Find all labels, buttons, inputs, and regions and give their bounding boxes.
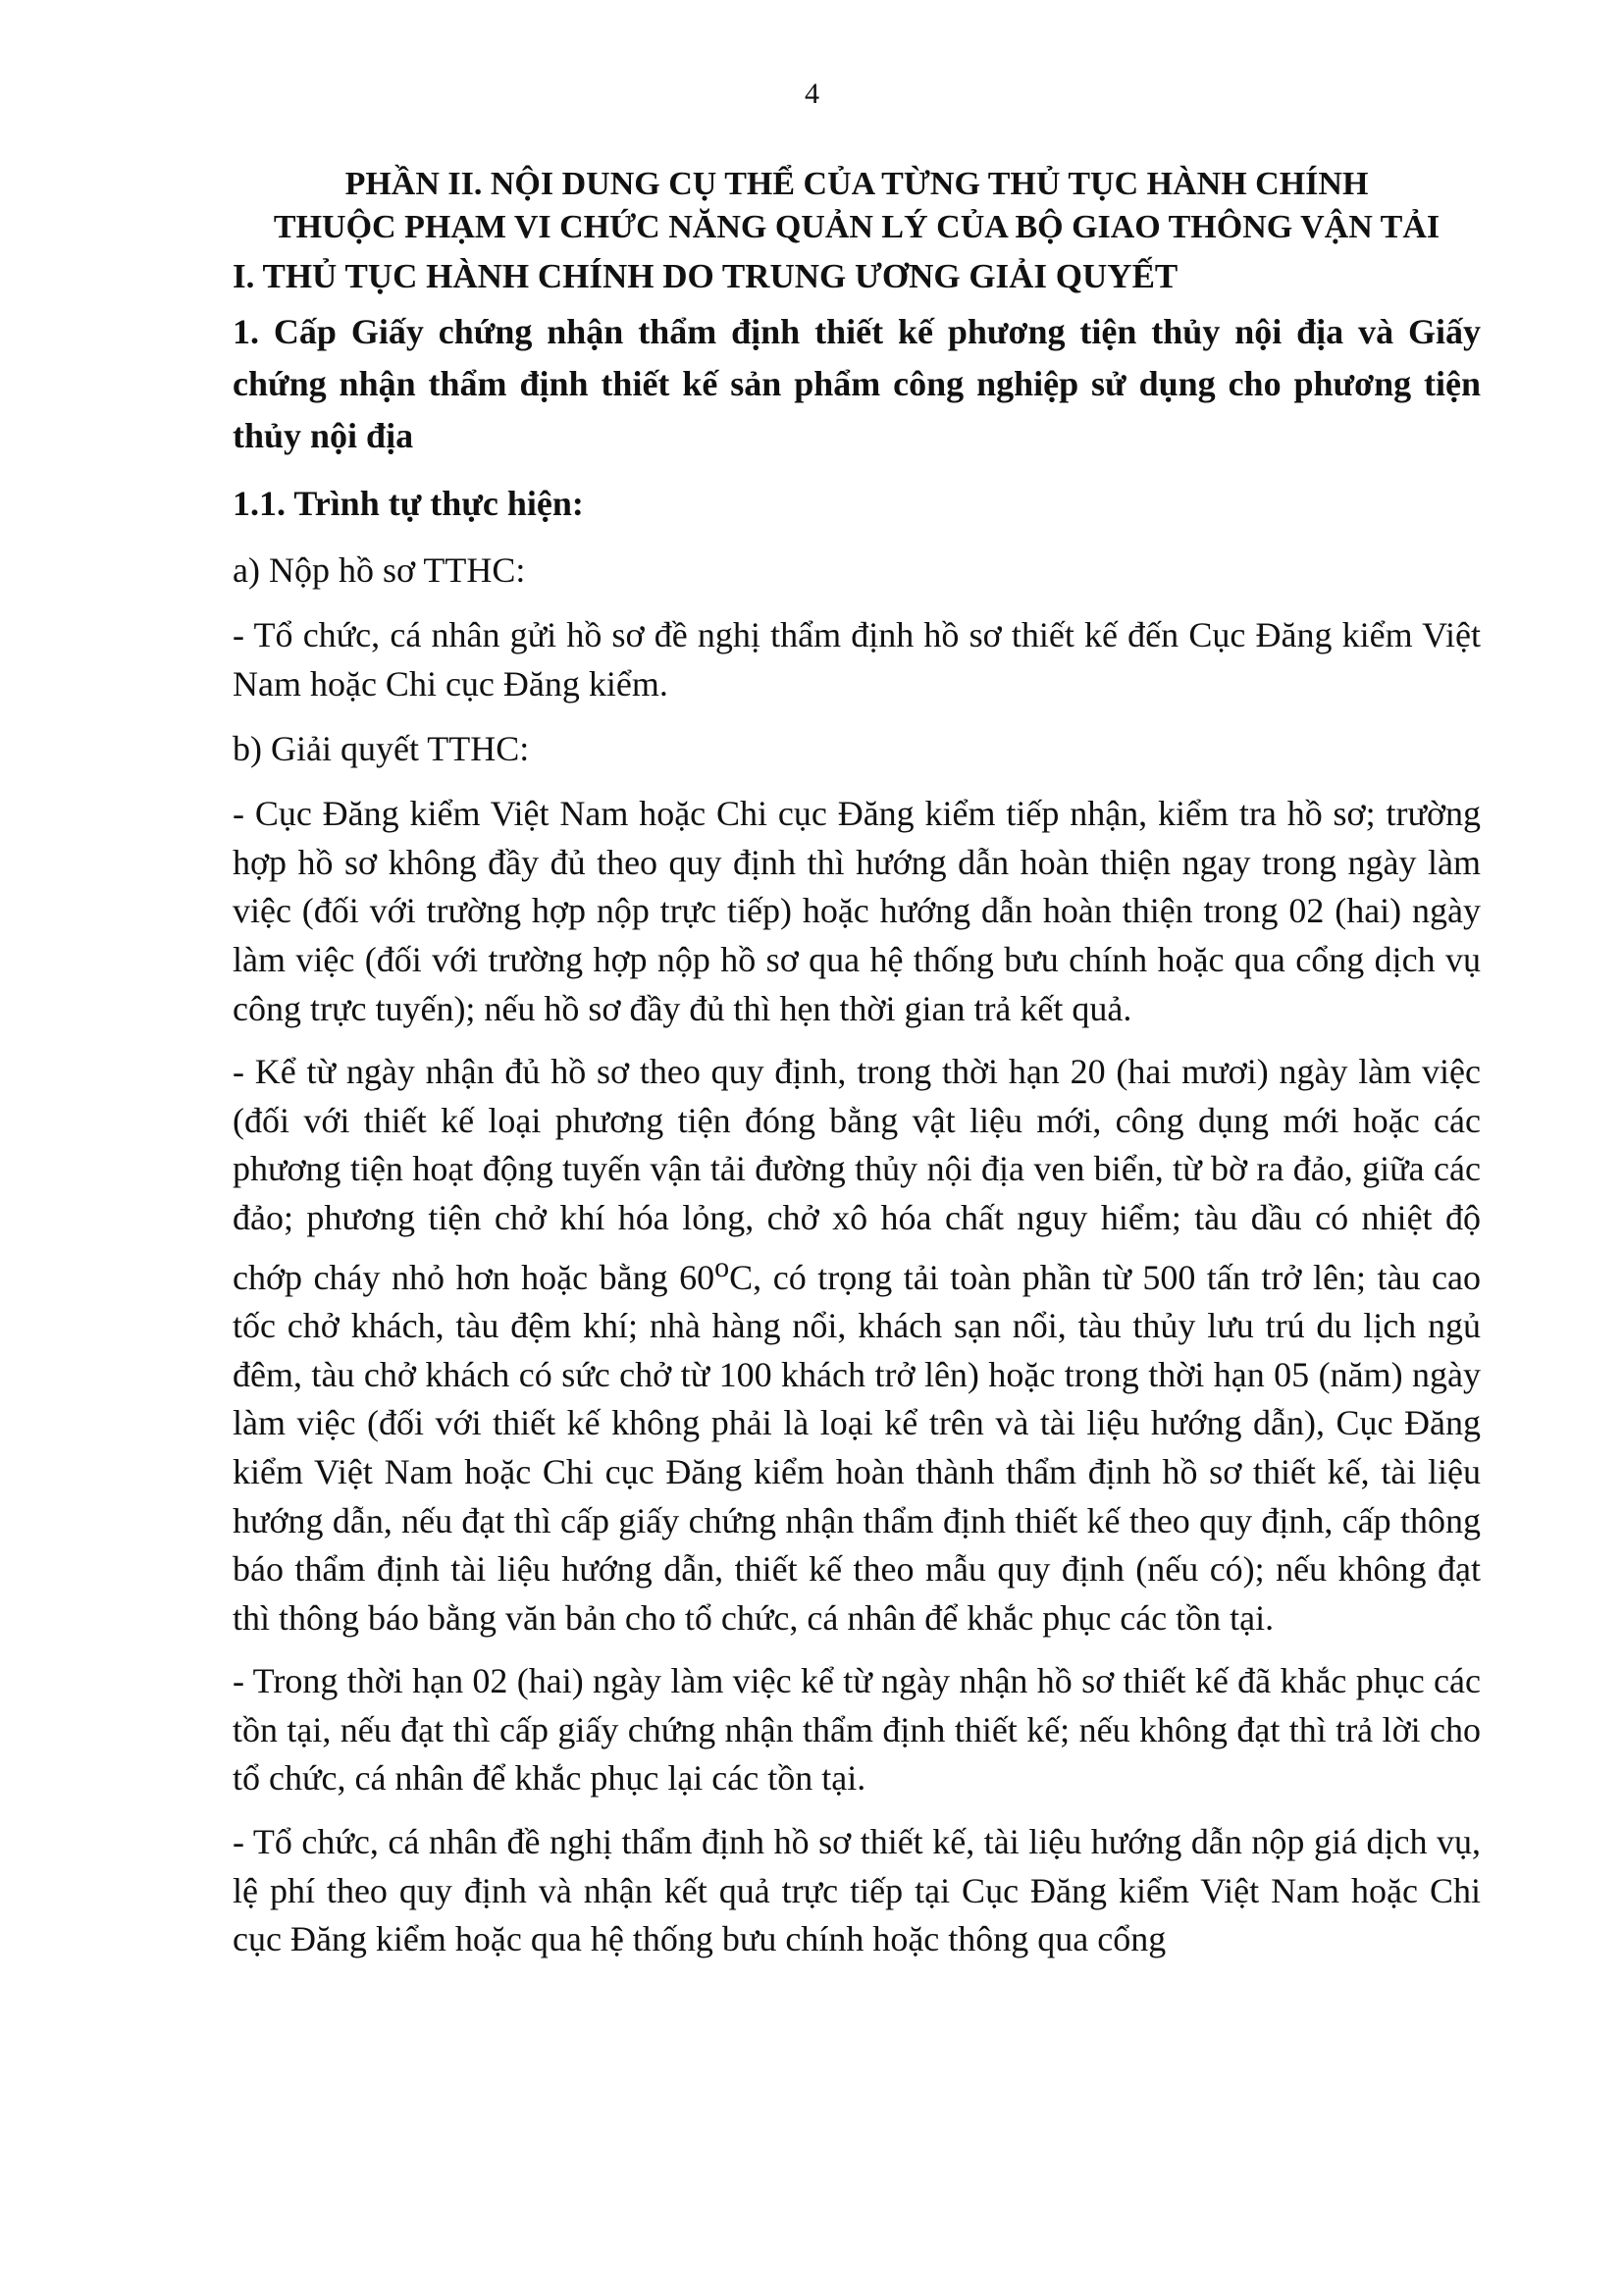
subsection-title: 1.1. Trình tự thực hiện: xyxy=(233,484,584,523)
degree-superscript: o xyxy=(714,1250,730,1283)
section-title: I. THỦ TỤC HÀNH CHÍNH DO TRUNG ƯƠNG GIẢI QUYẾT xyxy=(233,257,1179,295)
step-b-paragraph-3: - Trong thời hạn 02 (hai) ngày làm việc kể từ ngày nhận hồ sơ thiết kế đã khắc phục các tồn tại, nếu đạt thì cấp giấy chứng nhận thẩm định thiết kế; nếu không đạt thì trả lời cho tổ chức, cá nhân để khắc phục lại các tồn tại. xyxy=(233,1661,1481,1799)
page-number: 4 xyxy=(805,78,819,110)
document-body xyxy=(233,163,1481,1964)
step-a-label: a) Nộp hồ sơ TTHC: xyxy=(233,550,526,590)
part-title-line-1: PHẦN II. NỘI DUNG CỤ THỂ CỦA TỪNG THỦ TỤC HÀNH CHÍNH xyxy=(344,166,1369,202)
step-b-paragraph-1: - Cục Đăng kiểm Việt Nam hoặc Chi cục Đăng kiểm tiếp nhận, kiểm tra hồ sơ; trường hợp hồ sơ không đầy đủ theo quy định thì hướng dẫn hoàn thiện ngay trong ngày làm việc (đối với trường hợp nộp trực tiếp) hoặc hướng dẫn hoàn thiện trong 02 (hai) ngày làm việc (đối với trường hợp nộp hồ sơ qua hệ thống bưu chính hoặc qua cổng dịch vụ công trực tuyến); nếu hồ sơ đầy đủ thì hẹn thời gian trả kết quả. xyxy=(233,794,1481,1028)
step-b-paragraph-2-part-1: - Kể từ ngày nhận đủ hồ sơ theo quy định, trong thời hạn 20 (hai mươi) ngày làm việc (đối với thiết kế loại phương tiện đóng bằng vật liệu mới, công dụng mới hoặc các phương tiện hoạt động tuyến vận tải đường thủy nội địa ven biển, từ bờ ra đảo, giữa các đảo; phương tiện chở khí hóa lỏng, chở xô hóa chất nguy hiểm; tàu dầu có nhiệt độ chớp cháy nhỏ hơn hoặc bằng 60 xyxy=(233,1052,1481,1297)
step-b-paragraph-4: - Tổ chức, cá nhân đề nghị thẩm định hồ sơ thiết kế, tài liệu hướng dẫn nộp giá dịch vụ, lệ phí theo quy định và nhận kết quả trực tiếp tại Cục Đăng kiểm Việt Nam hoặc Chi cục Đăng kiểm hoặc qua hệ thống bưu chính hoặc thông qua cổng xyxy=(233,1822,1481,1959)
step-a-paragraph: - Tổ chức, cá nhân gửi hồ sơ đề nghị thẩm định hồ sơ thiết kế đến Cục Đăng kiểm Việt Nam hoặc Chi cục Đăng kiểm. xyxy=(233,615,1481,704)
part-title-line-2: THUỘC PHẠM VI CHỨC NĂNG QUẢN LÝ CỦA BỘ GIAO THÔNG VẬN TẢI xyxy=(273,209,1441,245)
procedure-title: 1. Cấp Giấy chứng nhận thẩm định thiết kế phương tiện thủy nội địa và Giấy chứng nhận thẩm định thiết kế sản phẩm công nghiệp sử dụng cho phương tiện thủy nội địa xyxy=(233,312,1481,455)
part-title xyxy=(233,163,1481,249)
step-b-label: b) Giải quyết TTHC: xyxy=(233,729,530,769)
step-b-paragraph-2 xyxy=(233,1048,1481,1643)
step-b-paragraph-2-part-2: C, có trọng tải toàn phần từ 500 tấn trở lên; tàu cao tốc chở khách, tàu đệm khí; nhà hàng nổi, khách sạn nổi, tàu thủy lưu trú du lịch ngủ đêm, tàu chở khách có sức chở từ 100 khách trở lên) hoặc trong thời hạn 05 (năm) ngày làm việc (đối với thiết kế không phải là loại kể trên và tài liệu hướng dẫn), Cục Đăng kiểm Việt Nam hoặc Chi cục Đăng kiểm hoàn thành thẩm định hồ sơ thiết kế, tài liệu hướng dẫn, nếu đạt thì cấp giấy chứng nhận thẩm định thiết kế theo quy định, cấp thông báo thẩm định tài liệu hướng dẫn, thiết kế theo mẫu quy định (nếu có); nếu không đạt thì thông báo bằng văn bản cho tổ chức, cá nhân để khắc phục các tồn tại. xyxy=(233,1257,1481,1638)
